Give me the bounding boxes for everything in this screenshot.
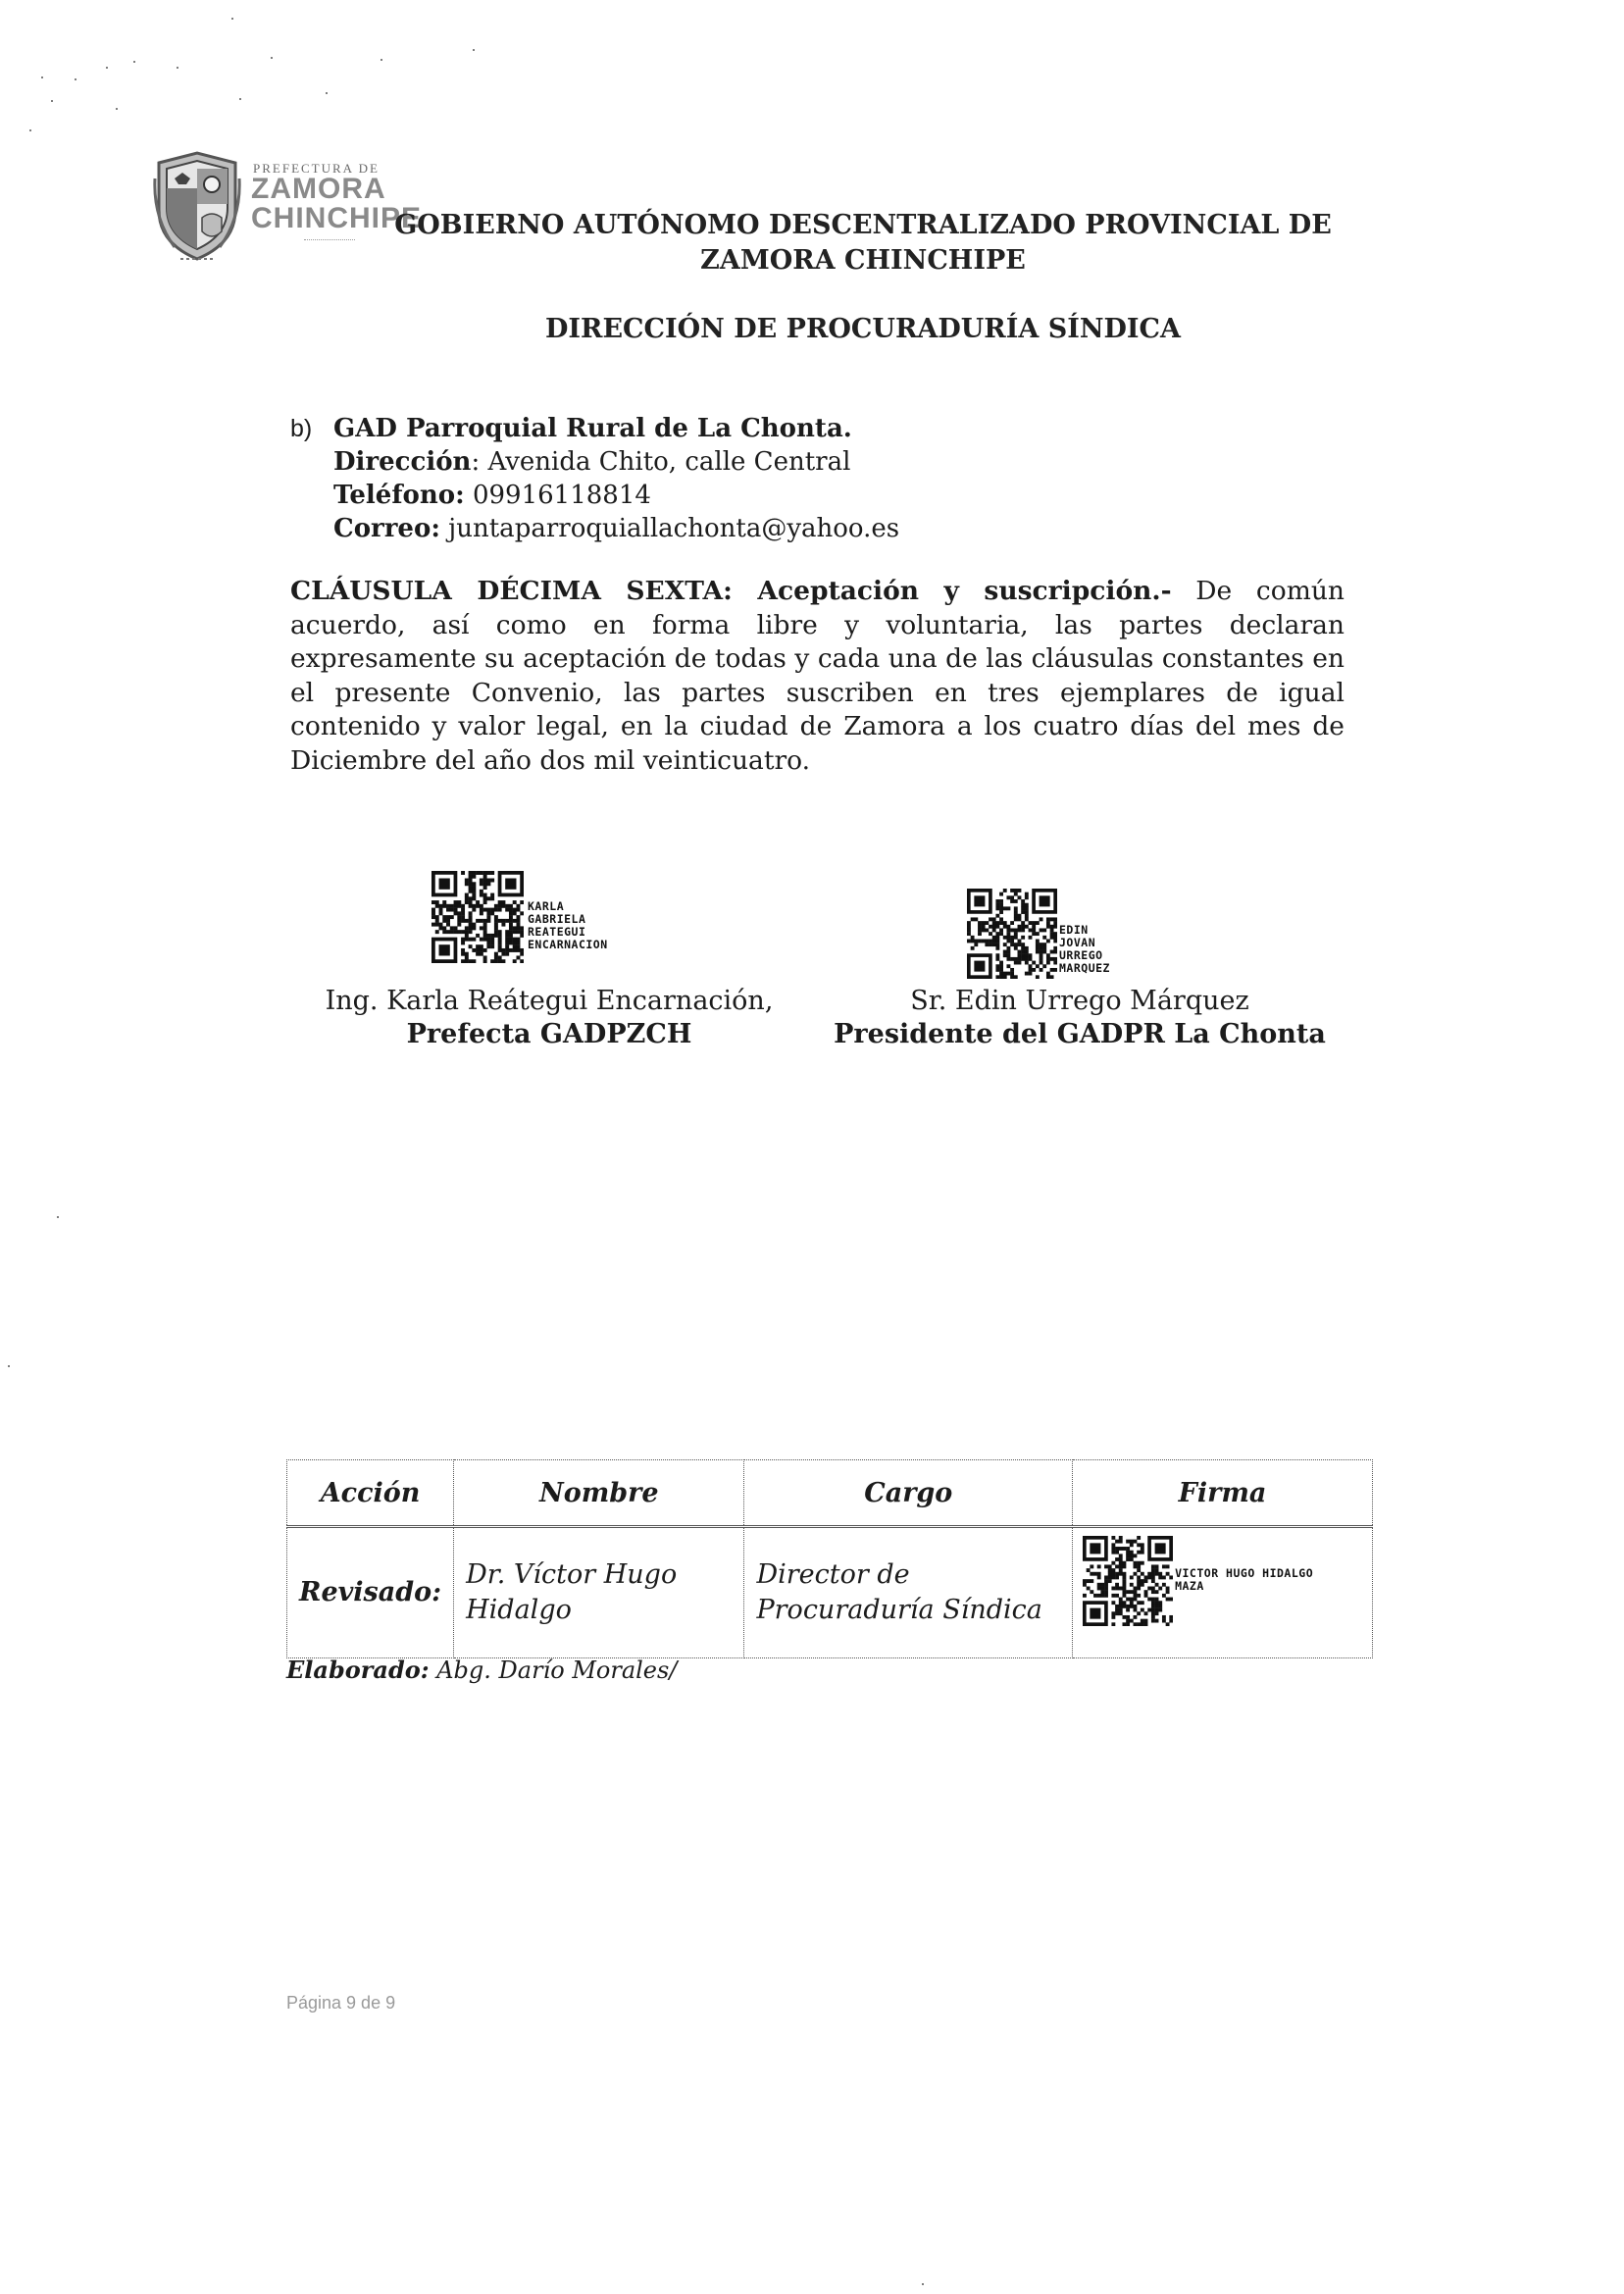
- correo-line: [333, 512, 899, 545]
- scan-speck: [271, 57, 273, 59]
- clause-paragraph: [290, 575, 1345, 778]
- signer-name: Ing. Karla Reátegui Encarnación,: [325, 986, 774, 1016]
- cell-nombre: [454, 1527, 744, 1658]
- direccion-line: [333, 445, 850, 479]
- scan-speck: [57, 1216, 59, 1218]
- entity-name: GAD Parroquial Rural de La Chonta.: [333, 414, 852, 443]
- header-nombre: Nombre: [454, 1460, 744, 1527]
- scan-speck: [239, 98, 241, 100]
- cell-cargo: [744, 1527, 1073, 1658]
- scan-speck: [106, 67, 108, 69]
- cell-firma: [1073, 1527, 1373, 1658]
- table-row: [287, 1527, 1373, 1658]
- scan-speck: [8, 1365, 10, 1367]
- signature-stamp-text: [1059, 916, 1110, 975]
- scan-speck: [51, 100, 53, 102]
- logo-underline: [304, 239, 355, 240]
- scan-speck: [922, 2283, 924, 2285]
- direccion-value: : Avenida Chito, calle Central: [471, 447, 851, 477]
- signer-name: Sr. Edin Urrego Márquez: [910, 986, 1249, 1016]
- scan-speck: [116, 108, 118, 110]
- signer-line-1: KARLA GABRIELA: [528, 899, 586, 926]
- telefono-value: 09916118814: [464, 481, 651, 510]
- org-name-line-2: ZAMORA CHINCHIPE: [700, 245, 1026, 276]
- elaborado-label: Elaborado:: [286, 1656, 430, 1684]
- telefono-line: [333, 479, 651, 512]
- logo-prefix: PREFECTURA DE: [253, 161, 380, 176]
- elaborado-value: Abg. Darío Morales/: [429, 1657, 678, 1684]
- correo-label: Correo:: [333, 514, 440, 543]
- signature-qr-code-icon: [1083, 1536, 1173, 1626]
- prefectura-logo: [147, 145, 422, 273]
- scan-speck: [41, 76, 43, 78]
- scan-speck: [177, 67, 178, 69]
- header-accion: Acción: [287, 1460, 454, 1527]
- signature-qr-code-icon: [967, 889, 1057, 979]
- signature-stamp-text: [528, 892, 608, 951]
- scan-speck: [29, 129, 31, 131]
- cargo-line-2: Procuraduría Síndica: [756, 1595, 1042, 1625]
- nombre-line-2: Hidalgo: [466, 1595, 572, 1625]
- scan-speck: [133, 61, 135, 63]
- signer-title: Prefecta GADPZCH: [406, 1019, 692, 1049]
- coat-of-arms-icon: [153, 149, 241, 265]
- scan-speck: [326, 92, 328, 94]
- list-marker: b): [290, 415, 313, 442]
- org-name-line-1: GOBIERNO AUTÓNOMO DESCENTRALIZADO PROVINCIAL DE: [394, 210, 1332, 240]
- scan-speck: [473, 49, 475, 51]
- signer-line-2: REATEGUI: [528, 925, 586, 939]
- signature-stamp-text: [1175, 1559, 1313, 1593]
- cargo-line-1: Director de: [756, 1559, 910, 1590]
- signer-line-1: EDIN JOVAN URREGO: [1059, 923, 1103, 962]
- table-header-row: [287, 1460, 1373, 1527]
- signer-line-2: MARQUEZ: [1059, 961, 1110, 975]
- scan-speck: [381, 59, 382, 61]
- page-number: Página 9 de 9: [286, 1993, 396, 2013]
- logo-line-1: ZAMORA: [251, 173, 386, 205]
- review-table: [286, 1459, 1373, 1658]
- header-firma: Firma: [1073, 1460, 1373, 1527]
- logo-line-2: CHINCHIPE: [251, 202, 423, 234]
- scan-speck: [75, 78, 76, 80]
- clause-body: De común acuerdo, así como en forma libre y voluntaria, las partes declaran expresamente su aceptación de todas y cada una de las cláusulas constantes en el presente Convenio, las partes suscriben en tres ejemplares de igual contenido y valor legal, en la ciudad de Zamora a los cuatro días del mes de Diciembre del año dos mil veinticuatro.: [290, 576, 1345, 776]
- firma-line-1: VICTOR HUGO HIDALGO: [1175, 1566, 1314, 1580]
- direccion-label: Dirección: [333, 447, 472, 477]
- telefono-label: Teléfono:: [333, 481, 465, 510]
- clause-heading: CLÁUSULA DÉCIMA SEXTA: Aceptación y suscripción.-: [290, 576, 1172, 606]
- elaborado-note: [286, 1656, 677, 1684]
- correo-value: juntaparroquiallachonta@yahoo.es: [439, 514, 900, 543]
- signer-line-3: ENCARNACION: [528, 938, 608, 951]
- cell-accion: Revisado:: [287, 1527, 454, 1658]
- signer-title: Presidente del GADPR La Chonta: [834, 1019, 1326, 1049]
- nombre-line-1: Dr. Víctor Hugo: [466, 1559, 678, 1590]
- department-title: DIRECCIÓN DE PROCURADURÍA SÍNDICA: [544, 314, 1181, 344]
- scan-speck: [231, 18, 233, 20]
- firma-line-2: MAZA: [1175, 1579, 1204, 1593]
- signature-qr-code-icon: [431, 871, 524, 963]
- header-cargo: Cargo: [744, 1460, 1073, 1527]
- entity-line: [333, 412, 852, 445]
